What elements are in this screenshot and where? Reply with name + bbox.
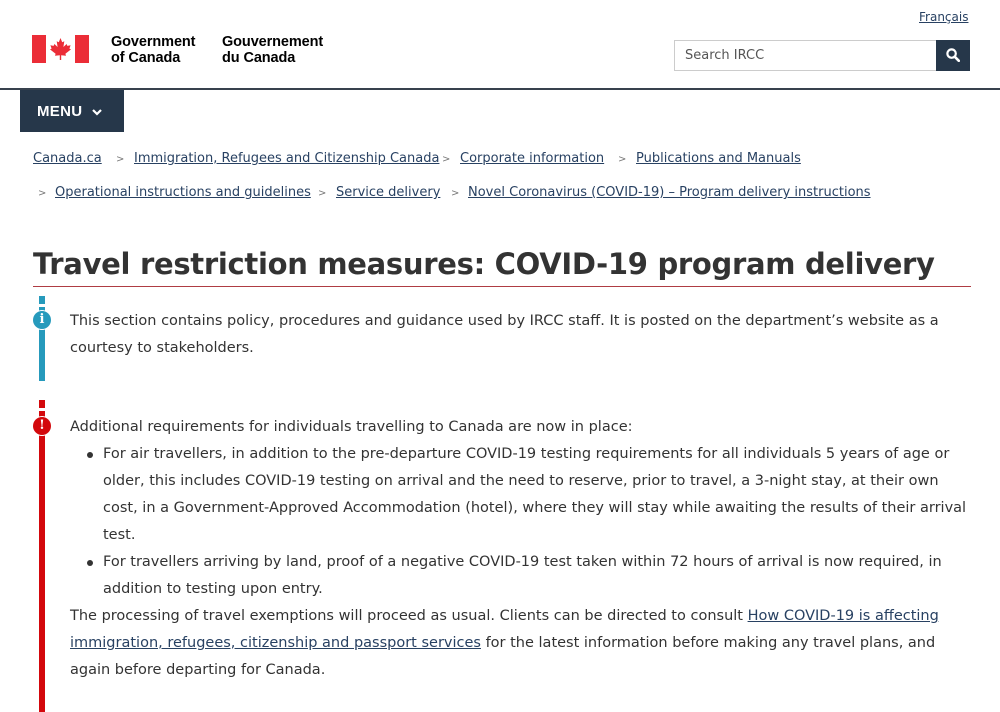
signature-en-line2: of Canada: [111, 50, 181, 66]
breadcrumb-separator: >: [318, 188, 327, 199]
signature-fr-line2: du Canada: [222, 50, 296, 66]
breadcrumb-link-publications[interactable]: Publications and Manuals: [636, 151, 801, 166]
menu-label: MENU: [37, 102, 83, 120]
danger-alert-closing: [70, 603, 970, 684]
info-icon: i: [32, 310, 52, 330]
page-title: Travel restriction measures: COVID-19 program delivery: [33, 247, 935, 281]
list-item: For travellers arriving by land, proof of a negative COVID-19 test taken within 72 hours of arrival is now required, in addition to testing upon entry.: [103, 549, 973, 603]
signature-fr-line1: Gouvernement: [222, 34, 324, 50]
menu-button[interactable]: [20, 90, 124, 132]
government-signature-fr[interactable]: [222, 34, 323, 66]
list-item: For air travellers, in addition to the pre-departure COVID-19 testing requirements for all individuals 5 years of age or older, this includes COVID-19 testing on arrival and the need to reserve, prior to travel, a 3-night stay, at their own cost, in a Government-Approved Accommodation (hotel), where they will stay while awaiting the results of their arrival test.: [103, 441, 973, 549]
danger-alert-bar: [39, 400, 45, 712]
chevron-down-icon: [92, 103, 102, 120]
closing-text-before: The processing of travel exemptions will proceed as usual. Clients can be directed to consult: [70, 608, 748, 624]
government-signature-en[interactable]: [111, 34, 195, 66]
breadcrumb-link-covid-instructions[interactable]: Novel Coronavirus (COVID-19) – Program delivery instructions: [468, 185, 871, 200]
breadcrumb-link-ircc[interactable]: Immigration, Refugees and Citizenship Canada: [134, 151, 440, 166]
exclamation-icon: !: [32, 416, 52, 436]
header-divider: [0, 88, 1000, 90]
language-toggle-link[interactable]: Français: [919, 10, 969, 24]
requirements-list: [103, 441, 973, 603]
covid-impact-link[interactable]: How COVID-19 is affecting immigration, refugees, citizenship and passport services: [70, 608, 939, 651]
breadcrumb-separator: >: [116, 154, 125, 165]
info-alert-bar: [39, 296, 45, 381]
signature-en-line1: Government: [111, 34, 196, 50]
breadcrumb-link-corporate[interactable]: Corporate information: [460, 151, 605, 166]
breadcrumb-link-service-delivery[interactable]: Service delivery: [336, 185, 441, 200]
search-input[interactable]: [674, 40, 937, 71]
search-button[interactable]: [936, 40, 970, 71]
breadcrumb-separator: >: [38, 188, 47, 199]
danger-alert-intro: Additional requirements for individuals travelling to Canada are now in place:: [70, 419, 633, 435]
breadcrumb-link-operational[interactable]: Operational instructions and guidelines: [55, 185, 311, 200]
breadcrumb-separator: >: [451, 188, 460, 199]
title-underline: [33, 286, 971, 287]
breadcrumb-separator: >: [442, 154, 451, 165]
breadcrumb-separator: >: [618, 154, 627, 165]
closing-text-after: for the latest information before making any travel plans, and again before departing for Canada.: [70, 635, 936, 678]
danger-bar-gap: [39, 408, 45, 411]
info-alert-text: This section contains policy, procedures and guidance used by IRCC staff. It is posted on the department’s website as a courtesy to stakeholders.: [70, 313, 939, 356]
magnifier-icon: [946, 48, 960, 62]
breadcrumb-link-canada[interactable]: Canada.ca: [33, 151, 102, 166]
canada-flag-icon: [32, 35, 89, 63]
info-bar-gap: [39, 304, 45, 307]
